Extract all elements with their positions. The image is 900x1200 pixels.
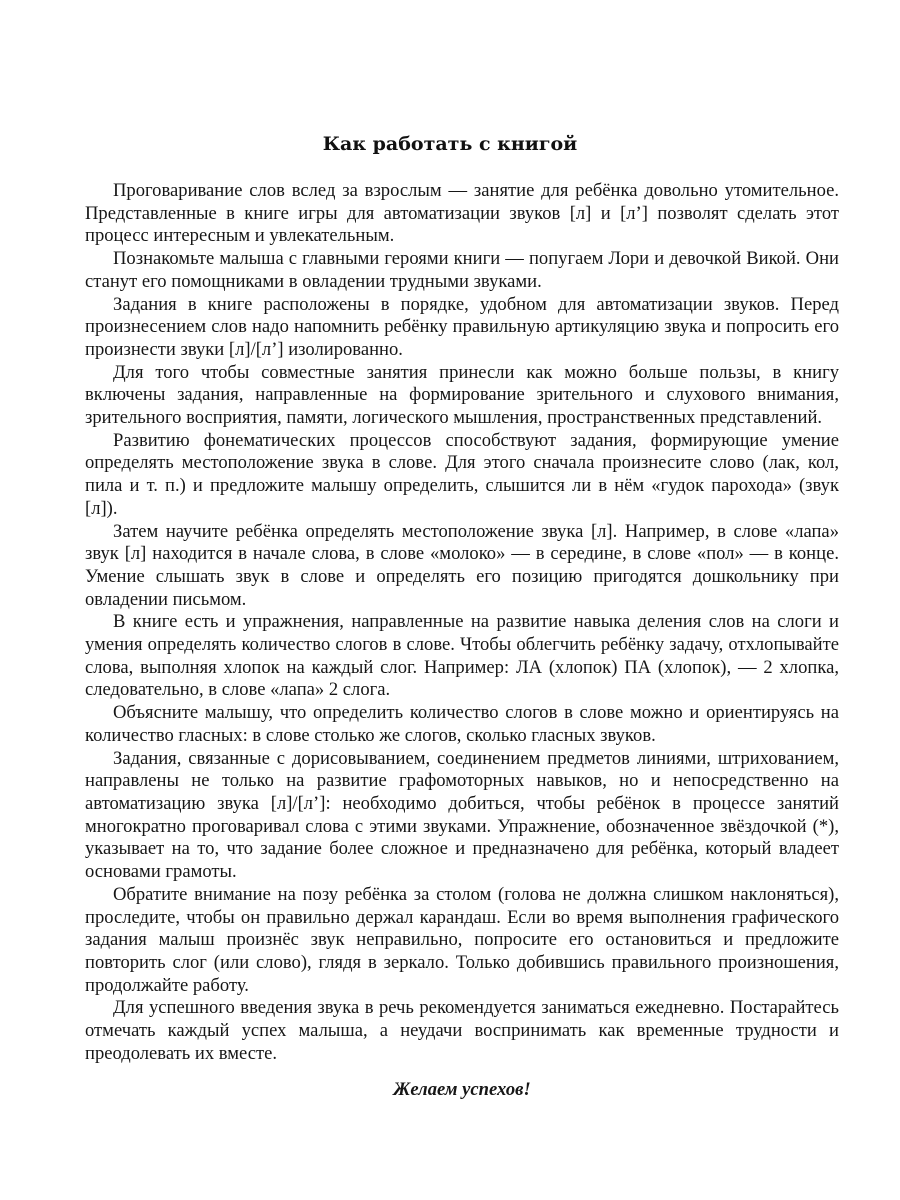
- paragraph: Задания в книге расположены в порядке, удобном для автоматизации звуков. Перед произнесением слов надо напомнить ребёнку правильную артикуляцию звука и попросить его произнести звуки [л]/[л’] изолированно.: [85, 293, 839, 360]
- paragraph: В книге есть и упражнения, направленные на развитие навыка деления слов на слоги и умения определять количество слогов в слове. Чтобы облегчить ребёнку задачу, отхлопывайте слова, выполняя хлопок на каждый слог. Например: ЛА (хлопок) ПА (хлопок), — 2 хлопка, следовательно, в слове «лапа» 2 слога.: [85, 611, 839, 701]
- page-title: Как работать с книгой: [322, 133, 578, 155]
- paragraph: Развитию фонематических процессов способствуют задания, формирующие умение определять местоположение звука в слове. Для этого сначала произнесите слово (лак, кол, пила и т. п.) и предложите малышу определить, слышится ли в нём «гудок парохода» (звук [л]).: [85, 429, 839, 519]
- paragraph: Объясните малышу, что определить количество слогов в слове можно и ориентируясь на количество гласных: в слове столько же слогов, сколько гласных звуков.: [85, 702, 839, 746]
- paragraph: Задания, связанные с дорисовыванием, соединением предметов линиями, штрихованием, направлены не только на развитие графомоторных навыков, но и непосредственно на автоматизацию звука [л]/[л’]: необходимо добиться, чтобы ребёнок в процессе занятий многократно проговаривал слова с этими звуками. Упражнение, обозначенное звёздочкой (*), указывает на то, что задание более сложное и предназначено для ребёнка, который владеет основами грамоты.: [85, 747, 839, 883]
- closing-wish: Желаем успехов!: [393, 1079, 531, 1101]
- paragraph: Для успешного введения звука в речь рекомендуется заниматься ежедневно. Постарайтесь отмечать каждый успех малыша, а неудачи воспринимать как временные трудности и преодолевать их вместе.: [85, 997, 839, 1064]
- paragraph: Познакомьте малыша с главными героями книги — попугаем Лори и девочкой Викой. Они станут его помощниками в овладении трудными звуками.: [85, 248, 839, 292]
- paragraph: Проговаривание слов вслед за взрослым — занятие для ребёнка довольно утомительное. Представленные в книге игры для автоматизации звуков [л] и [л’] позволят сделать этот процесс интересным и увлекательным.: [85, 180, 839, 247]
- body-text: [85, 180, 839, 1102]
- paragraph: Для того чтобы совместные занятия принесли как можно больше пользы, в книгу включены задания, направленные на формирование зрительного и слухового внимания, зрительного восприятия, памяти, логического мышления, пространственных представлений.: [85, 361, 839, 429]
- paragraph: Затем научите ребёнка определять местоположение звука [л]. Например, в слове «лапа» звук [л] находится в начале слова, в слове «молоко» — в середине, в слове «пол» — в конце. Умение слышать звук в слове и определять его позицию пригодятся дошкольнику при овладении письмом.: [85, 520, 839, 610]
- paragraph: Обратите внимание на позу ребёнка за столом (голова не должна слишком наклоняться), проследите, чтобы он правильно держал карандаш. Если во время выполнения графического задания малыш произнёс звук неправильно, попросите его остановиться и предложите повторить слог (или слово), глядя в зеркало. Только добившись правильного произношения, продолжайте работу.: [85, 883, 839, 996]
